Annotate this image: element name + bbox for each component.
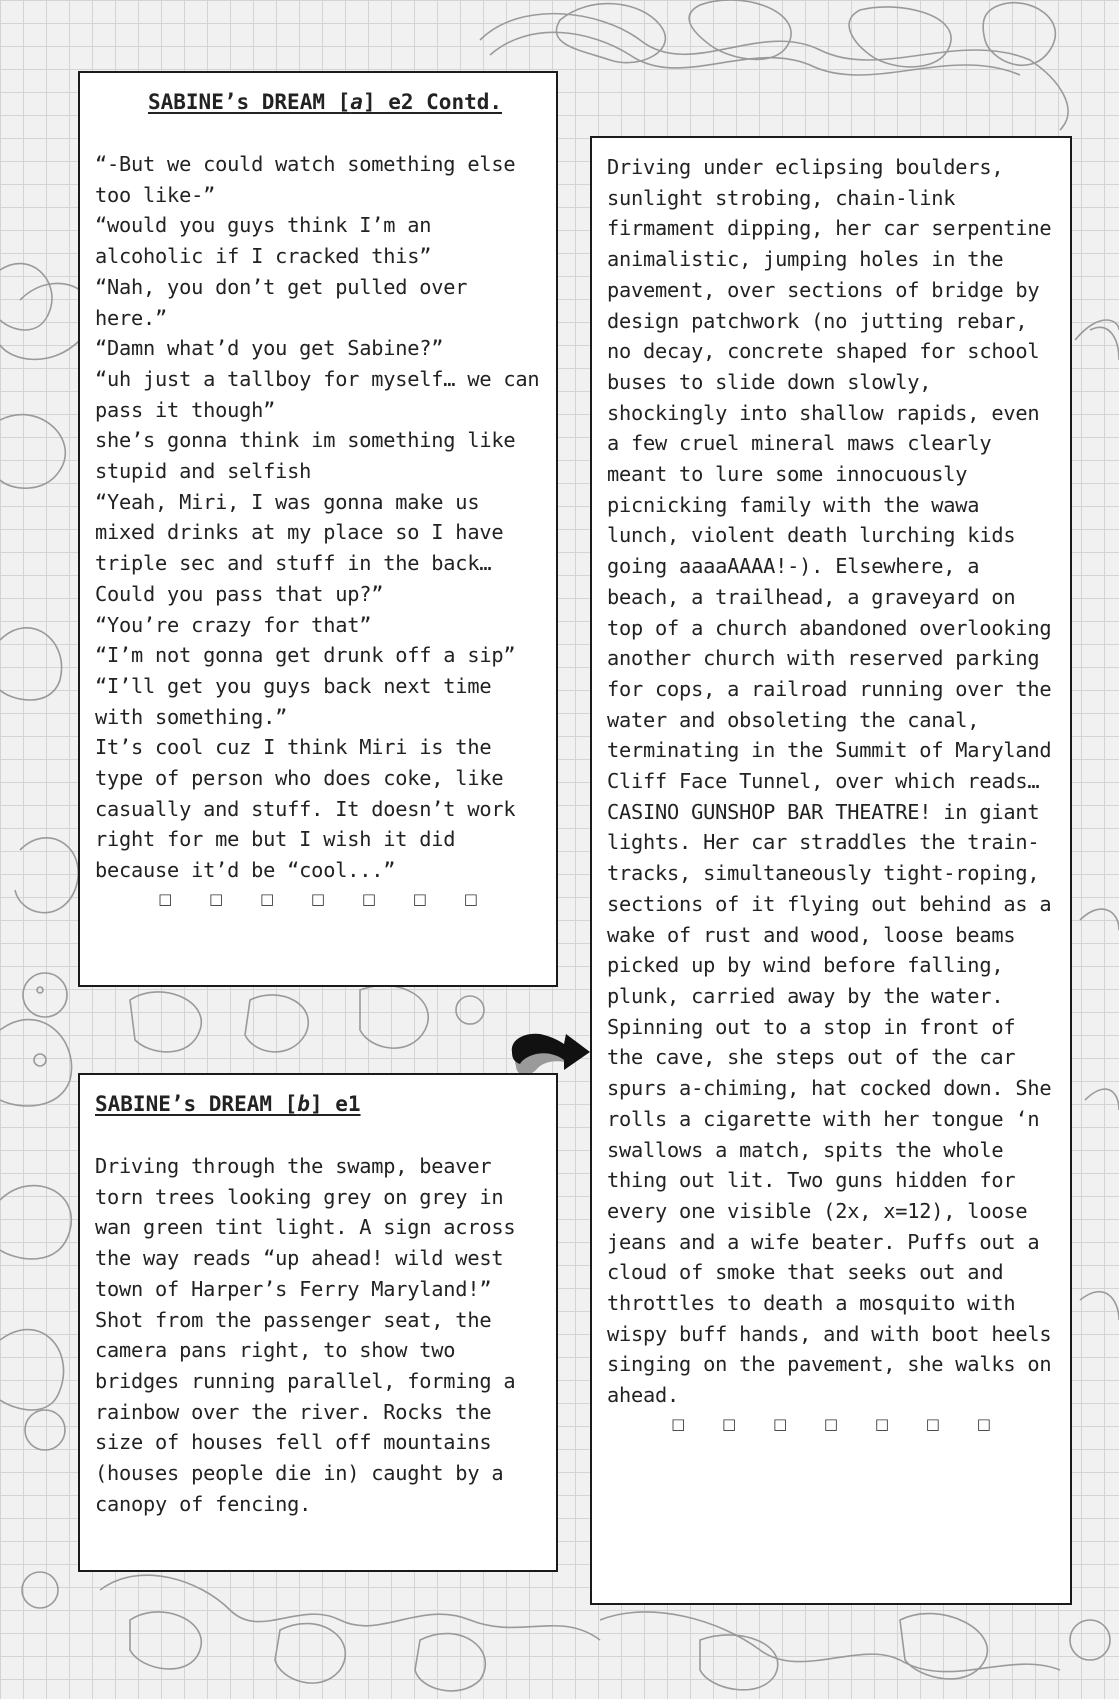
panel-b-title: SABINE’s DREAM [b] e1 bbox=[95, 1092, 361, 1116]
panel-a-end-marks: □ □ □ □ □ □ □ bbox=[158, 889, 494, 908]
panel-a-title: SABINE’s DREAM [a] e2 Contd. bbox=[147, 90, 503, 114]
panel-b-body: Driving through the swamp, beaver torn trees looking grey on grey in wan green tint light. A sign across the way reads “up ahead! wild west town of Harper’s Ferry Maryland!” Shot from the passenger seat, the camera pans right, to show two bridges running parallel, forming a rainbow over the river. Rocks the size of houses fell off mountains (houses people die in) caught by a canopy of fencing. bbox=[95, 1154, 516, 1516]
panel-c-end-marks: □ □ □ □ □ □ □ bbox=[671, 1414, 1007, 1433]
story-panel-b bbox=[78, 1073, 558, 1572]
story-panel-c bbox=[590, 136, 1072, 1605]
panel-c-body: Driving under eclipsing boulders, sunlight strobing, chain-link firmament dipping, her car serpentine animalistic, jumping holes in the pavement, over sections of bridge by design patchwork (no jutting rebar, no decay, concrete shaped for school buses to slide down slowly, shockingly into shallow rapids, even a few cruel mineral maws clearly meant to lure some innocuously picnicking family with the wawa lunch, violent death lurching kids going aaaaAAAA!-). Elsewhere, a beach, a trailhead, a graveyard on top of a church abandoned overlooking another church with reserved parking for cops, a railroad running over the water and obsoleting the canal, terminating in the Summit of Maryland Cliff Face Tunnel, over which reads… CASINO GUNSHOP BAR THEATRE! in giant lights. Her car straddles the train-tracks, simultaneously tight-roping, sections of it flying out behind as a wake of rust and wood, loose beams picked up by wind before falling, plunk, carried away by the water. Spinning out to a stop in front of the cave, she steps out of the car spurs a-chiming, hat cocked down. She rolls a cigarette with her tongue ‘n swallows a match, spits the whole thing out lit. Two guns hidden for every one visible (2x, x=12), loose jeans and a wife beater. Puffs out a cloud of smoke that seeks out and throttles to death a mosquito with wispy buff hands, and with boot heels singing on the pavement, she walks on ahead. bbox=[607, 155, 1052, 1408]
panel-a-body: “-But we could watch something else too like-” “would you guys think I’m an alcoholic if I cracked this” “Nah, you don’t get pulled over here.” “Damn what’d you get Sabine?” “uh just a tallboy for myself… we can pass it though” she’s gonna think im something like stupid and selfish “Yeah, Miri, I was gonna make us mixed drinks at my place so I have triple sec and stuff in the back… Could you pass that up?” “You’re crazy for that” “I’m not gonna get drunk off a sip” “I’ll get you guys back next time with something.” It’s cool cuz I think Miri is the type of person who does coke, like casually and stuff. It doesn’t work right for me but I wish it did because it’d be “cool...” bbox=[95, 152, 540, 883]
story-panel-a bbox=[78, 71, 558, 987]
